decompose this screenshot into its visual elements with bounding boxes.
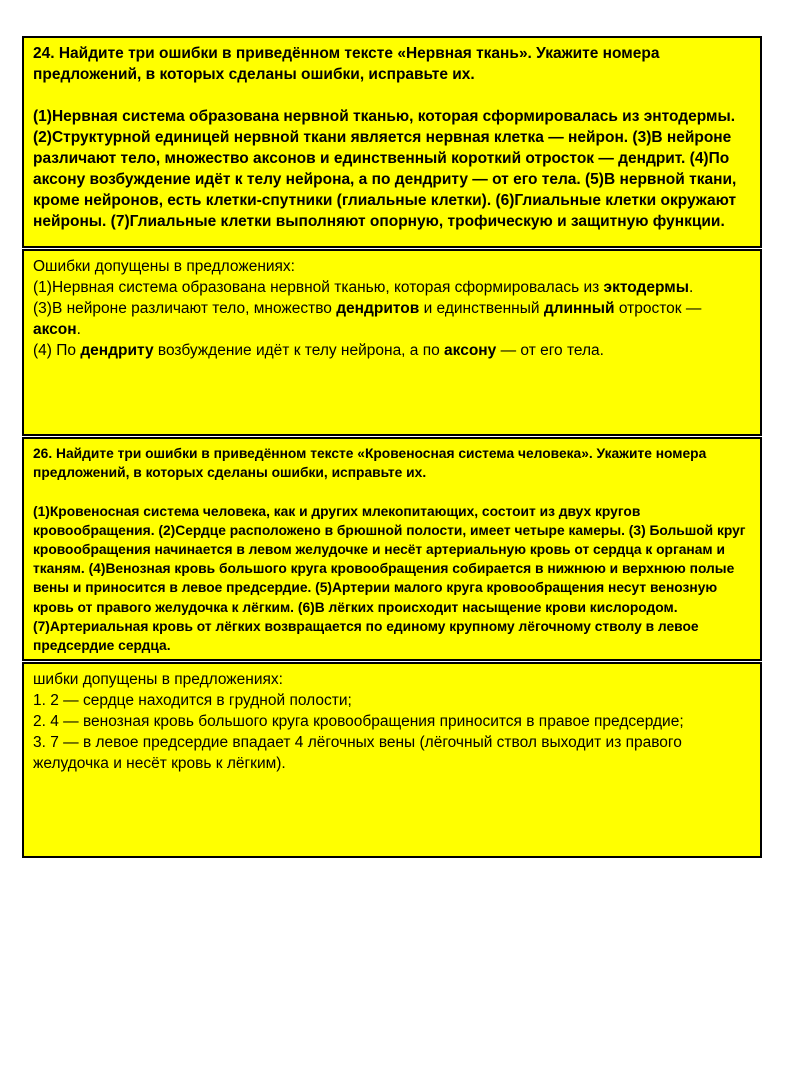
text-segment: возбуждение идёт к телу нейрона, а по (153, 342, 445, 359)
text-segment: отросток — (614, 300, 702, 317)
text-segment: (1)Нервная система образована нервной тканью, которая сформировалась из энтодермы. (2)Структурной единицей нервной ткани является нервная клетка — нейрон. (3)В нейроне различают тело, множество аксонов и единственный короткий отросток — дендрит. (4)По аксону возбуждение идёт к телу нейрона, а по дендриту — от его тела. (5)В нервной ткани, кроме нейронов, есть клетки-спутники (глиальные клетки). (6)Глиальные клетки окружают нейроны. (7)Глиальные клетки выполняют опорную, трофическую и защитную функции. (33, 108, 737, 230)
question-26-box (22, 437, 762, 661)
text-segment: . (76, 321, 81, 338)
text-line (33, 669, 751, 690)
answer-24-box (22, 249, 762, 436)
text-line (33, 85, 751, 106)
text-line (33, 256, 751, 277)
text-segment: 2. 4 — венозная кровь большого круга кровообращения приносится в правое предсердие; (33, 713, 684, 731)
text-segment: 26. Найдите три ошибки в приведённом тексте «Кровеносная система человека». Укажите номера предложений, в которых сделаны ошибки, исправьте их. (33, 446, 707, 481)
text-line (33, 690, 751, 711)
bold-term: дендриту (80, 342, 154, 359)
text-segment: (1)Кровеносная система человека, как и других млекопитающих, состоит из двух кругов кровообращения. (2)Сердце расположено в брюшной полости, имеет четыре камеры. (3) Большой круг кровообращения начинается в левом желудочке и несёт артериальную кровь от сердца к органам и тканям. (4)Венозная кровь большого круга кровообращения собирается в нижнюю и верхнюю полые вены и приносится в левое предсердие. (5)Артерии малого круга кровообращения несут венозную кровь от правого желудочка к лёгким. (6)В лёгких происходит насыщение крови кислородом. (7)Артериальная кровь от лёгких возвращается по единому крупному лёгочному стволу в левое предсердие сердца. (33, 503, 746, 654)
text-segment: (4) По (33, 342, 81, 359)
text-line (33, 502, 751, 656)
text-segment: . (688, 279, 694, 296)
text-segment: — от его тела. (496, 342, 604, 359)
text-line (33, 43, 751, 85)
bold-term: дендритов (336, 300, 420, 317)
text-segment: 3. 7 — в левое предсердие впадает 4 лёгочных вены (лёгочный ствол выходит из правого желудочка и несёт кровь к лёгким). (33, 734, 682, 773)
text-line (33, 711, 751, 732)
bold-term: аксон (33, 321, 77, 338)
bold-term: аксону (444, 342, 497, 359)
text-segment: шибки допущены в предложениях: (33, 671, 283, 689)
worksheet (22, 36, 762, 858)
text-line (33, 340, 751, 361)
text-segment: Ошибки допущены в предложениях: (33, 258, 295, 275)
text-segment: (3)В нейроне различают тело, множество (33, 300, 337, 317)
bold-term: длинный (543, 300, 615, 317)
text-segment: и единственный (419, 300, 544, 317)
text-segment: 1. 2 — сердце находится в грудной полости; (33, 692, 352, 710)
answer-26-box (22, 662, 762, 858)
text-line (33, 277, 751, 298)
text-line (33, 106, 751, 232)
text-segment: (1)Нервная система образована нервной тканью, которая сформировалась из (33, 279, 604, 296)
bold-term: эктодермы (603, 279, 689, 296)
text-line (33, 482, 751, 501)
text-line (33, 444, 751, 482)
text-segment: 24. Найдите три ошибки в приведённом тексте «Нервная ткань». Укажите номера предложений, в которых сделаны ошибки, исправьте их. (33, 45, 660, 83)
text-line (33, 732, 751, 774)
question-24-box (22, 36, 762, 248)
text-line (33, 298, 751, 340)
